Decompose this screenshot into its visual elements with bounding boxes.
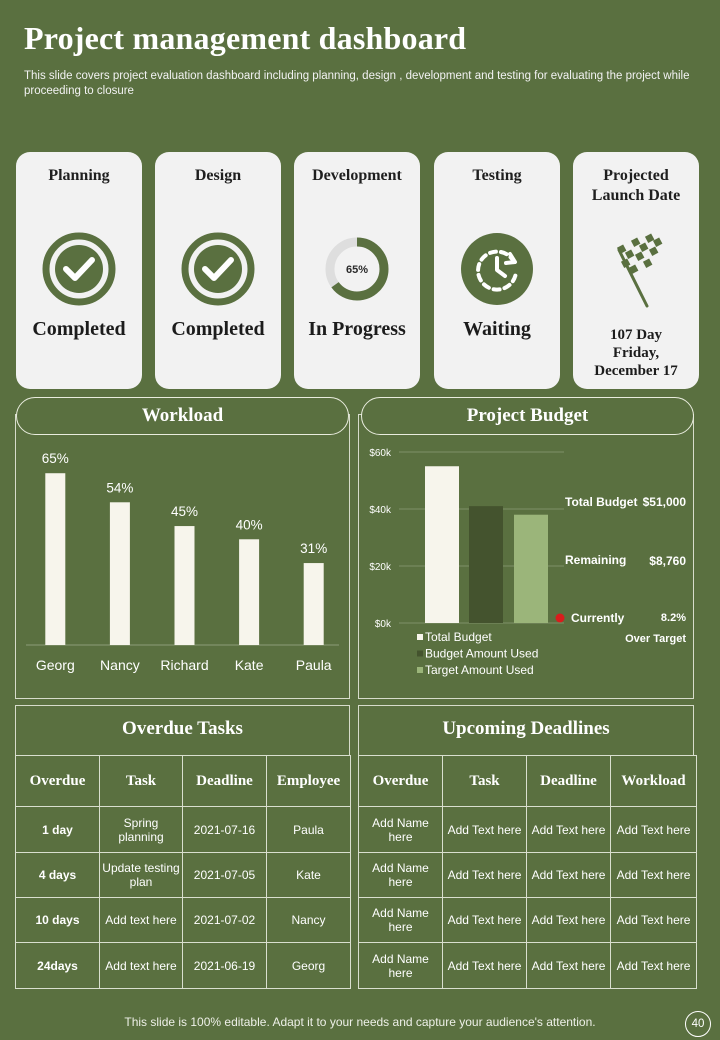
task-cell: Add Text here (443, 943, 527, 989)
deadline-cell: 2021-07-05 (183, 853, 267, 898)
development-title: Development (312, 167, 402, 184)
testing-title: Testing (472, 167, 522, 184)
deadline-cell: Add Text here (527, 807, 611, 853)
employee-cell: Paula (267, 807, 351, 853)
name-cell: Add Name here (359, 807, 443, 853)
legend-swatch (417, 634, 423, 640)
launch-date-line1: 107 Day (609, 327, 663, 343)
name-cell: Add Name here (359, 898, 443, 943)
workload-bar (175, 526, 195, 645)
table-row (359, 943, 697, 989)
overdue-cell: 1 day (16, 807, 100, 853)
employee-cell: Georg (267, 943, 351, 989)
y-tick-label: $20k (369, 562, 391, 573)
y-tick-label: $0k (374, 619, 391, 630)
upcoming-deadlines-table (358, 755, 697, 989)
workload-category-label: Richard (160, 657, 209, 673)
table-header-row (359, 756, 697, 807)
table-row (359, 853, 697, 898)
workload-cell: Add Text here (611, 853, 697, 898)
task-cell: Add text here (100, 898, 183, 943)
workload-title: Workload (16, 397, 349, 435)
planning-status: Completed (32, 318, 126, 340)
column-header: Overdue (359, 756, 443, 807)
design-card (155, 152, 281, 389)
legend-label: Target Amount Used (425, 663, 534, 677)
task-cell: Update testing plan (100, 853, 183, 898)
deadline-cell: 2021-07-02 (183, 898, 267, 943)
workload-bar (239, 539, 259, 645)
column-header: Task (443, 756, 527, 807)
design-status: Completed (171, 318, 265, 340)
overdue-tasks-title: Overdue Tasks (122, 718, 243, 739)
testing-card (434, 152, 560, 389)
workload-bar (110, 502, 130, 645)
task-cell: Add Text here (443, 807, 527, 853)
column-header: Deadline (183, 756, 267, 807)
task-cell: Add Text here (443, 898, 527, 943)
workload-bar (304, 563, 324, 645)
table-row (16, 943, 351, 989)
overdue-tasks-table (15, 755, 351, 989)
check-circle-icon (181, 232, 255, 306)
checkered-flag-icon (609, 232, 665, 308)
workload-cell: Add Text here (611, 898, 697, 943)
deadline-cell: Add Text here (527, 853, 611, 898)
workload-category-label: Paula (295, 657, 332, 673)
legend-swatch (417, 651, 423, 657)
page-number: 40 (685, 1011, 711, 1037)
launch-title-line1: Projected (603, 167, 669, 184)
table-row (16, 853, 351, 898)
legend-label: Budget Amount Used (425, 646, 539, 661)
budget-bar (425, 466, 459, 623)
check-circle-icon (42, 232, 116, 306)
launch-date-card (573, 152, 699, 389)
currently-label: Currently (571, 611, 625, 625)
progress-ring-icon (320, 232, 394, 306)
launch-title (573, 166, 699, 206)
upcoming-deadlines-title: Upcoming Deadlines (442, 718, 610, 739)
currently-marker (556, 614, 565, 623)
workload-value-label: 45% (170, 504, 199, 520)
deadline-cell: Add Text here (527, 943, 611, 989)
development-status: In Progress (308, 318, 406, 340)
employee-cell: Nancy (267, 898, 351, 943)
over-target-label: Over Target (625, 633, 686, 645)
launch-date-line3: December 17 (594, 363, 678, 379)
table-row (359, 807, 697, 853)
workload-cell: Add Text here (611, 943, 697, 989)
column-header: Workload (611, 756, 697, 807)
table-header-row (16, 756, 351, 807)
name-cell: Add Name here (359, 853, 443, 898)
planning-card (16, 152, 142, 389)
testing-status: Waiting (463, 318, 531, 340)
table-row (16, 807, 351, 853)
overdue-cell: 24days (16, 943, 100, 989)
development-card (294, 152, 420, 389)
planning-title: Planning (48, 167, 110, 184)
employee-cell: Kate (267, 853, 351, 898)
total-budget-value: $51,000 (642, 495, 686, 509)
task-cell: Add text here (100, 943, 183, 989)
workload-value-label: 65% (41, 451, 69, 467)
y-tick-label: $60k (369, 448, 391, 459)
clock-refresh-icon (460, 232, 534, 306)
deadline-cell: 2021-06-19 (183, 943, 267, 989)
footer-text: This slide is 100% editable. Adapt it to your needs and capture your audience's attention. (124, 1015, 596, 1029)
legend-swatch (417, 667, 423, 673)
workload-bar (45, 473, 65, 645)
deadline-cell: Add Text here (527, 898, 611, 943)
task-cell: Spring planning (100, 807, 183, 853)
remaining-value: $8,760 (649, 554, 686, 568)
column-header: Overdue (16, 756, 100, 807)
y-tick-label: $40k (369, 505, 391, 516)
workload-value-label: 40% (235, 517, 263, 533)
deadline-cell: 2021-07-16 (183, 807, 267, 853)
column-header: Deadline (527, 756, 611, 807)
page-subtitle: This slide covers project evaluation dashboard including planning, design , development and testing for evaluating the project while proceeding to closure (24, 70, 690, 97)
legend-label: Total Budget (425, 630, 492, 644)
workload-cell: Add Text here (611, 807, 697, 853)
column-header: Employee (267, 756, 351, 807)
table-row (359, 898, 697, 943)
overdue-cell: 4 days (16, 853, 100, 898)
budget-bar (514, 515, 548, 623)
launch-date-line2: Friday, (612, 345, 660, 361)
workload-category-label: Nancy (100, 657, 140, 673)
currently-value: 8.2% (660, 612, 686, 624)
overdue-cell: 10 days (16, 898, 100, 943)
workload-value-label: 31% (300, 541, 328, 557)
design-title: Design (194, 167, 242, 184)
workload-value-label: 54% (106, 480, 134, 496)
remaining-label: Remaining (565, 553, 627, 567)
column-header: Task (100, 756, 183, 807)
workload-category-label: Georg (35, 657, 75, 673)
workload-chart (16, 440, 349, 690)
page-title: Project management dashboard (24, 20, 467, 56)
workload-category-label: Kate (234, 657, 264, 673)
table-row (16, 898, 351, 943)
budget-bar (469, 506, 503, 623)
task-cell: Add Text here (443, 853, 527, 898)
launch-date (573, 326, 699, 380)
budget-title: Project Budget (361, 397, 694, 435)
launch-title-line2: Launch Date (591, 187, 681, 204)
budget-chart (359, 440, 693, 695)
name-cell: Add Name here (359, 943, 443, 989)
total-budget-label: Total Budget (565, 495, 638, 509)
progress-label: 65% (345, 264, 369, 276)
